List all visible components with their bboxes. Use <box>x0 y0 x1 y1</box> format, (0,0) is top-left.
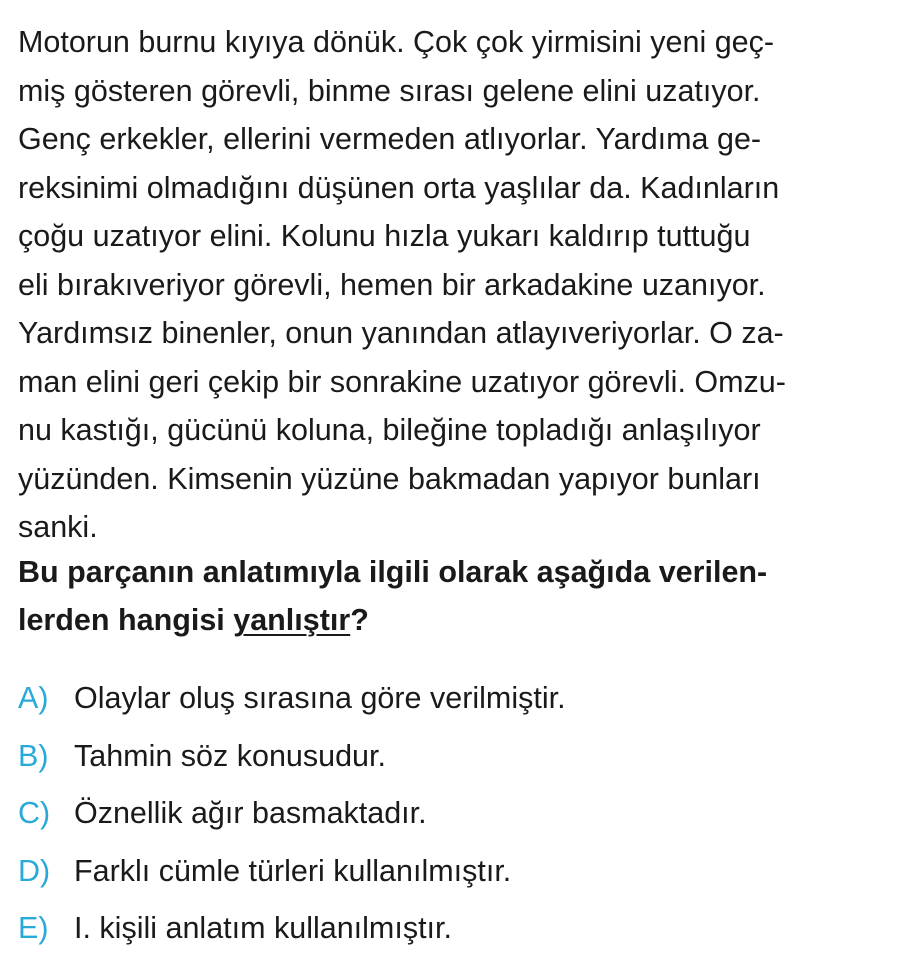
option-d[interactable] <box>18 843 898 901</box>
passage-line-8: man elini geri çekip bir sonrakine uzatıyor görevli. Omzu- <box>18 364 786 399</box>
passage-line-5: çoğu uzatıyor elini. Kolunu hızla yukarı kaldırıp tuttuğu <box>18 219 751 253</box>
option-text: Olaylar oluş sırasına göre verilmiştir. <box>74 681 566 715</box>
option-letter: D) <box>18 853 51 888</box>
passage-line-3: Genç erkekler, ellerini vermeden atlıyorlar. Yardıma ge- <box>18 122 762 156</box>
passage-line-11: sanki. <box>18 510 98 544</box>
option-e[interactable] <box>18 900 898 958</box>
option-a[interactable] <box>18 670 898 728</box>
option-letter: A) <box>18 681 49 715</box>
option-letter: C) <box>18 796 51 830</box>
option-letter: B) <box>18 738 49 773</box>
question-mark: ? <box>350 603 369 637</box>
answer-options <box>18 670 898 958</box>
option-c[interactable] <box>18 785 898 843</box>
option-text: Farklı cümle türleri kullanılmıştır. <box>74 853 512 888</box>
option-text: Öznellik ağır basmaktadır. <box>74 796 427 830</box>
option-text: I. kişili anlatım kullanılmıştır. <box>74 911 452 945</box>
question-line-2 <box>18 596 898 644</box>
question-stem <box>18 548 898 644</box>
passage-line-1: Motorun burnu kıyıya dönük. Çok çok yirmisini yeni geç- <box>18 25 775 59</box>
passage-line-2: miş gösteren görevli, binme sırası gelene elini uzatıyor. <box>18 73 761 108</box>
option-text: Tahmin söz konusudur. <box>74 738 386 773</box>
reading-passage <box>18 18 898 552</box>
option-letter: E) <box>18 911 49 945</box>
question-keyword: yanlıştır <box>233 603 351 637</box>
passage-line-6: eli bırakıveriyor görevli, hemen bir arkadakine uzanıyor. <box>18 267 766 302</box>
passage-line-9: nu kastığı, gücünü koluna, bileğine topladığı anlaşılıyor <box>18 413 761 447</box>
passage-line-4: reksinimi olmadığını düşünen orta yaşlılar da. Kadınların <box>18 170 780 205</box>
passage-line-10: yüzünden. Kimsenin yüzüne bakmadan yapıyor bunları <box>18 461 761 496</box>
question-prefix: lerden hangisi <box>18 603 234 637</box>
question-line-1: Bu parçanın anlatımıyla ilgili olarak aşağıda verilen- <box>18 555 768 589</box>
passage-line-7: Yardımsız binenler, onun yanından atlayıveriyorlar. O za- <box>18 316 784 350</box>
option-b[interactable] <box>18 728 898 786</box>
